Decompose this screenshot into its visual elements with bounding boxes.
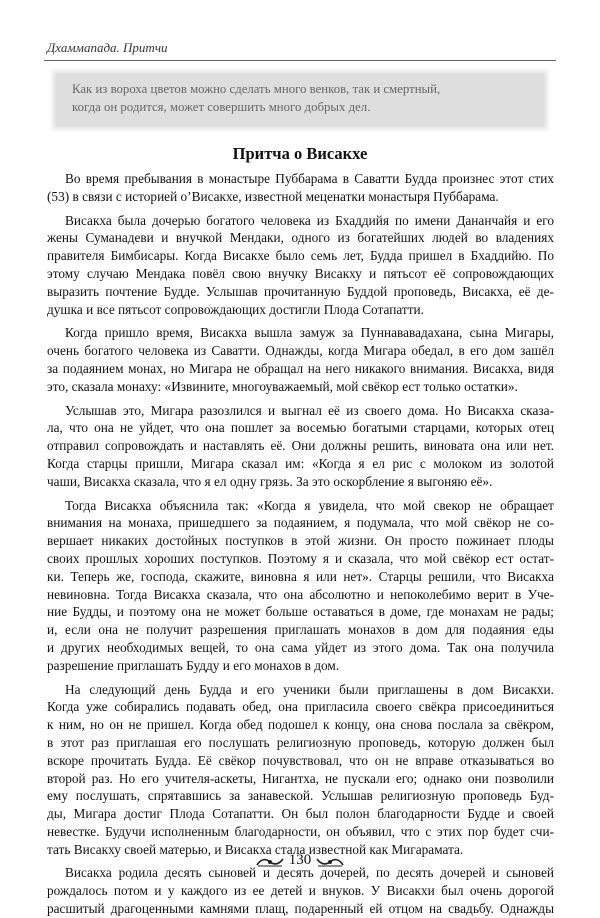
text-line: ние Будды, и поэтому она не может больше оставаться в доме, где монахам не рады;	[47, 604, 554, 620]
text-line: выразить почтение Будде. Услышав прочитанную Буддой проповедь, Висакха, её де-	[47, 283, 554, 299]
text-line: душка и все пятьсот сопровождающих достигли Плода Сотапатти.	[47, 301, 424, 317]
text-line: отправил сопровождать и наставлять её. Они должны решить, виновата она или нет.	[47, 438, 554, 454]
text-line: внимания на монаха, пришедшего за подаянием, я подумала, что мой свёкор не со-	[47, 515, 554, 531]
text-line: (53) в связи с историей оʼВисакхе, известной меценатки монастыря Пуббарама.	[47, 188, 499, 204]
text-line: в этот раз приглашая его послушать религиозную проповедь, которую должен был	[47, 734, 554, 750]
text-line: разрешение приглашать Будду и его монахов в дом.	[47, 657, 340, 673]
text-line: вскоре прочитать Будда. Её свёкор почувствовал, что он не вправе отказываться во	[47, 752, 554, 768]
text-line: невестке. Будучи исполненным благодарности, он объявил, что с этих пор будет счи-	[47, 823, 554, 839]
page-footer	[0, 852, 600, 869]
text-line: ла, что она не уйдет, что она пошлет за восемью богатыми старцами, которых отец	[47, 420, 554, 436]
text-line: Когда пришло время, Висакха вышла замуж за Пуннававадахана, сына Мигары,	[65, 325, 554, 341]
header-rule	[44, 60, 556, 61]
page-title: Притча о Висакхе	[232, 144, 368, 163]
text-line: На следующий день Будда и его ученики были приглашены в дом Висакхи.	[65, 681, 554, 697]
epigraph-line: Как из вороха цветов можно сделать много венков, так и смертный,	[72, 82, 441, 96]
text-line: рождалось потом и у каждого из ее детей и внуков. У Висакхи был очень дорогой	[47, 883, 554, 899]
text-line: тать Висакху своей матерью, и Висакха стала известной как Мигарамата.	[47, 841, 464, 857]
epigraph-line: когда он родится, может совершить много добрых дел.	[72, 100, 371, 114]
text-line: Тогда Висакха объяснила так: «Когда я увидела, что мой свекор не обращает	[65, 497, 554, 513]
text-line: этому случаю Мендака повёл свою внучку Висакху и пятьсот её сопровождающих	[47, 265, 554, 281]
text-line: к ним, но он не пришел. Когда обед подошел к концу, она снова послала за свёкром,	[47, 717, 554, 733]
text-line: невиновна. Тогда Висакха сказала, что она абсолютно и непоколебимо верит в Уче-	[47, 586, 554, 602]
text-line: Висакха родила десять сыновей и десять дочерей, по десять дочерей и сыновей	[65, 865, 554, 881]
text-line: за подаянием монах, но Мигара не обращал на него никакого внимания. Висакха, видя	[47, 360, 554, 376]
page-number: 130	[288, 852, 312, 868]
text-line: очень богатого человека из Саватти. Однажды, когда Мигара обедал, в его дом зашёл	[47, 343, 554, 359]
ornament-right-icon	[315, 854, 345, 868]
text-line: Когда старцы пришли, Мигара сказал им: «Когда я ел рис с молоком из золотой	[47, 455, 554, 471]
text-line: чаши, Висакха сказала, что я ел одну грязь. За это оскорбление я выгоняю её».	[47, 473, 493, 489]
text-line: и других необходимых вещей, то она сама уйдет из этого дома. Так она получила	[47, 639, 554, 655]
text-line: своих прошлых хороших поступков. Поэтому я и сказала, что мой свёкор ест остат-	[47, 550, 554, 566]
text-line: правителя Бимбисары. Когда Висакхе было семь лет, Будда пришел в Бхаддийю. По	[47, 248, 554, 264]
text-line: Услышав это, Мигара разозлился и выгнал её из своего дома. Но Висакха сказа-	[65, 402, 554, 418]
ornament-left-icon	[255, 854, 285, 868]
text-line: Висакха была дочерью богатого человека из Бхаддийя по имени Дананчайя и его	[65, 212, 554, 228]
epigraph-box	[56, 74, 544, 126]
text-line: ды, Мигара достиг Плода Сотапатти. Он был полон благодарности Будде и своей	[47, 806, 554, 822]
text-line: второй раз. Но его учителя-аскеты, Нигантха, не пускали его; однако они позволили	[47, 770, 554, 786]
body-text	[47, 170, 554, 918]
text-line: ки. Теперь же, господа, скажите, виновна я или нет». Старцы решили, что Висакха	[47, 568, 554, 584]
text-line: и, если она не получит разрешения приглашать монахов в дом для подаяния еды	[47, 622, 554, 638]
text-line: Когда уже собирались подавать обед, она пригласила своего свёкра присоединиться	[47, 699, 554, 715]
text-line: это, сказала монаху: «Извините, многоуважаемый, мой свёкор ест только остатки».	[47, 378, 518, 394]
text-line: расшитый драгоценными камнями плащ, подаренный ей отцом на свадьбу. Однажды	[47, 901, 554, 917]
text-line: Во время пребывания в монастыре Пуббарама в Саватти Будда произнес этот стих	[65, 171, 554, 186]
text-line: вершает никаких достойных поступков в этой жизни. Он просто пожинает плоды	[47, 533, 554, 549]
running-head: Дхаммапада. Притчи	[47, 40, 168, 55]
text-line: ему послушать, спрятавшись за занавеской. Услышав религиозную проповедь Буд-	[47, 788, 554, 804]
text-line: жены Суманадеви и внучкой Мендаки, одного из богатейших людей во владениях	[47, 230, 554, 246]
